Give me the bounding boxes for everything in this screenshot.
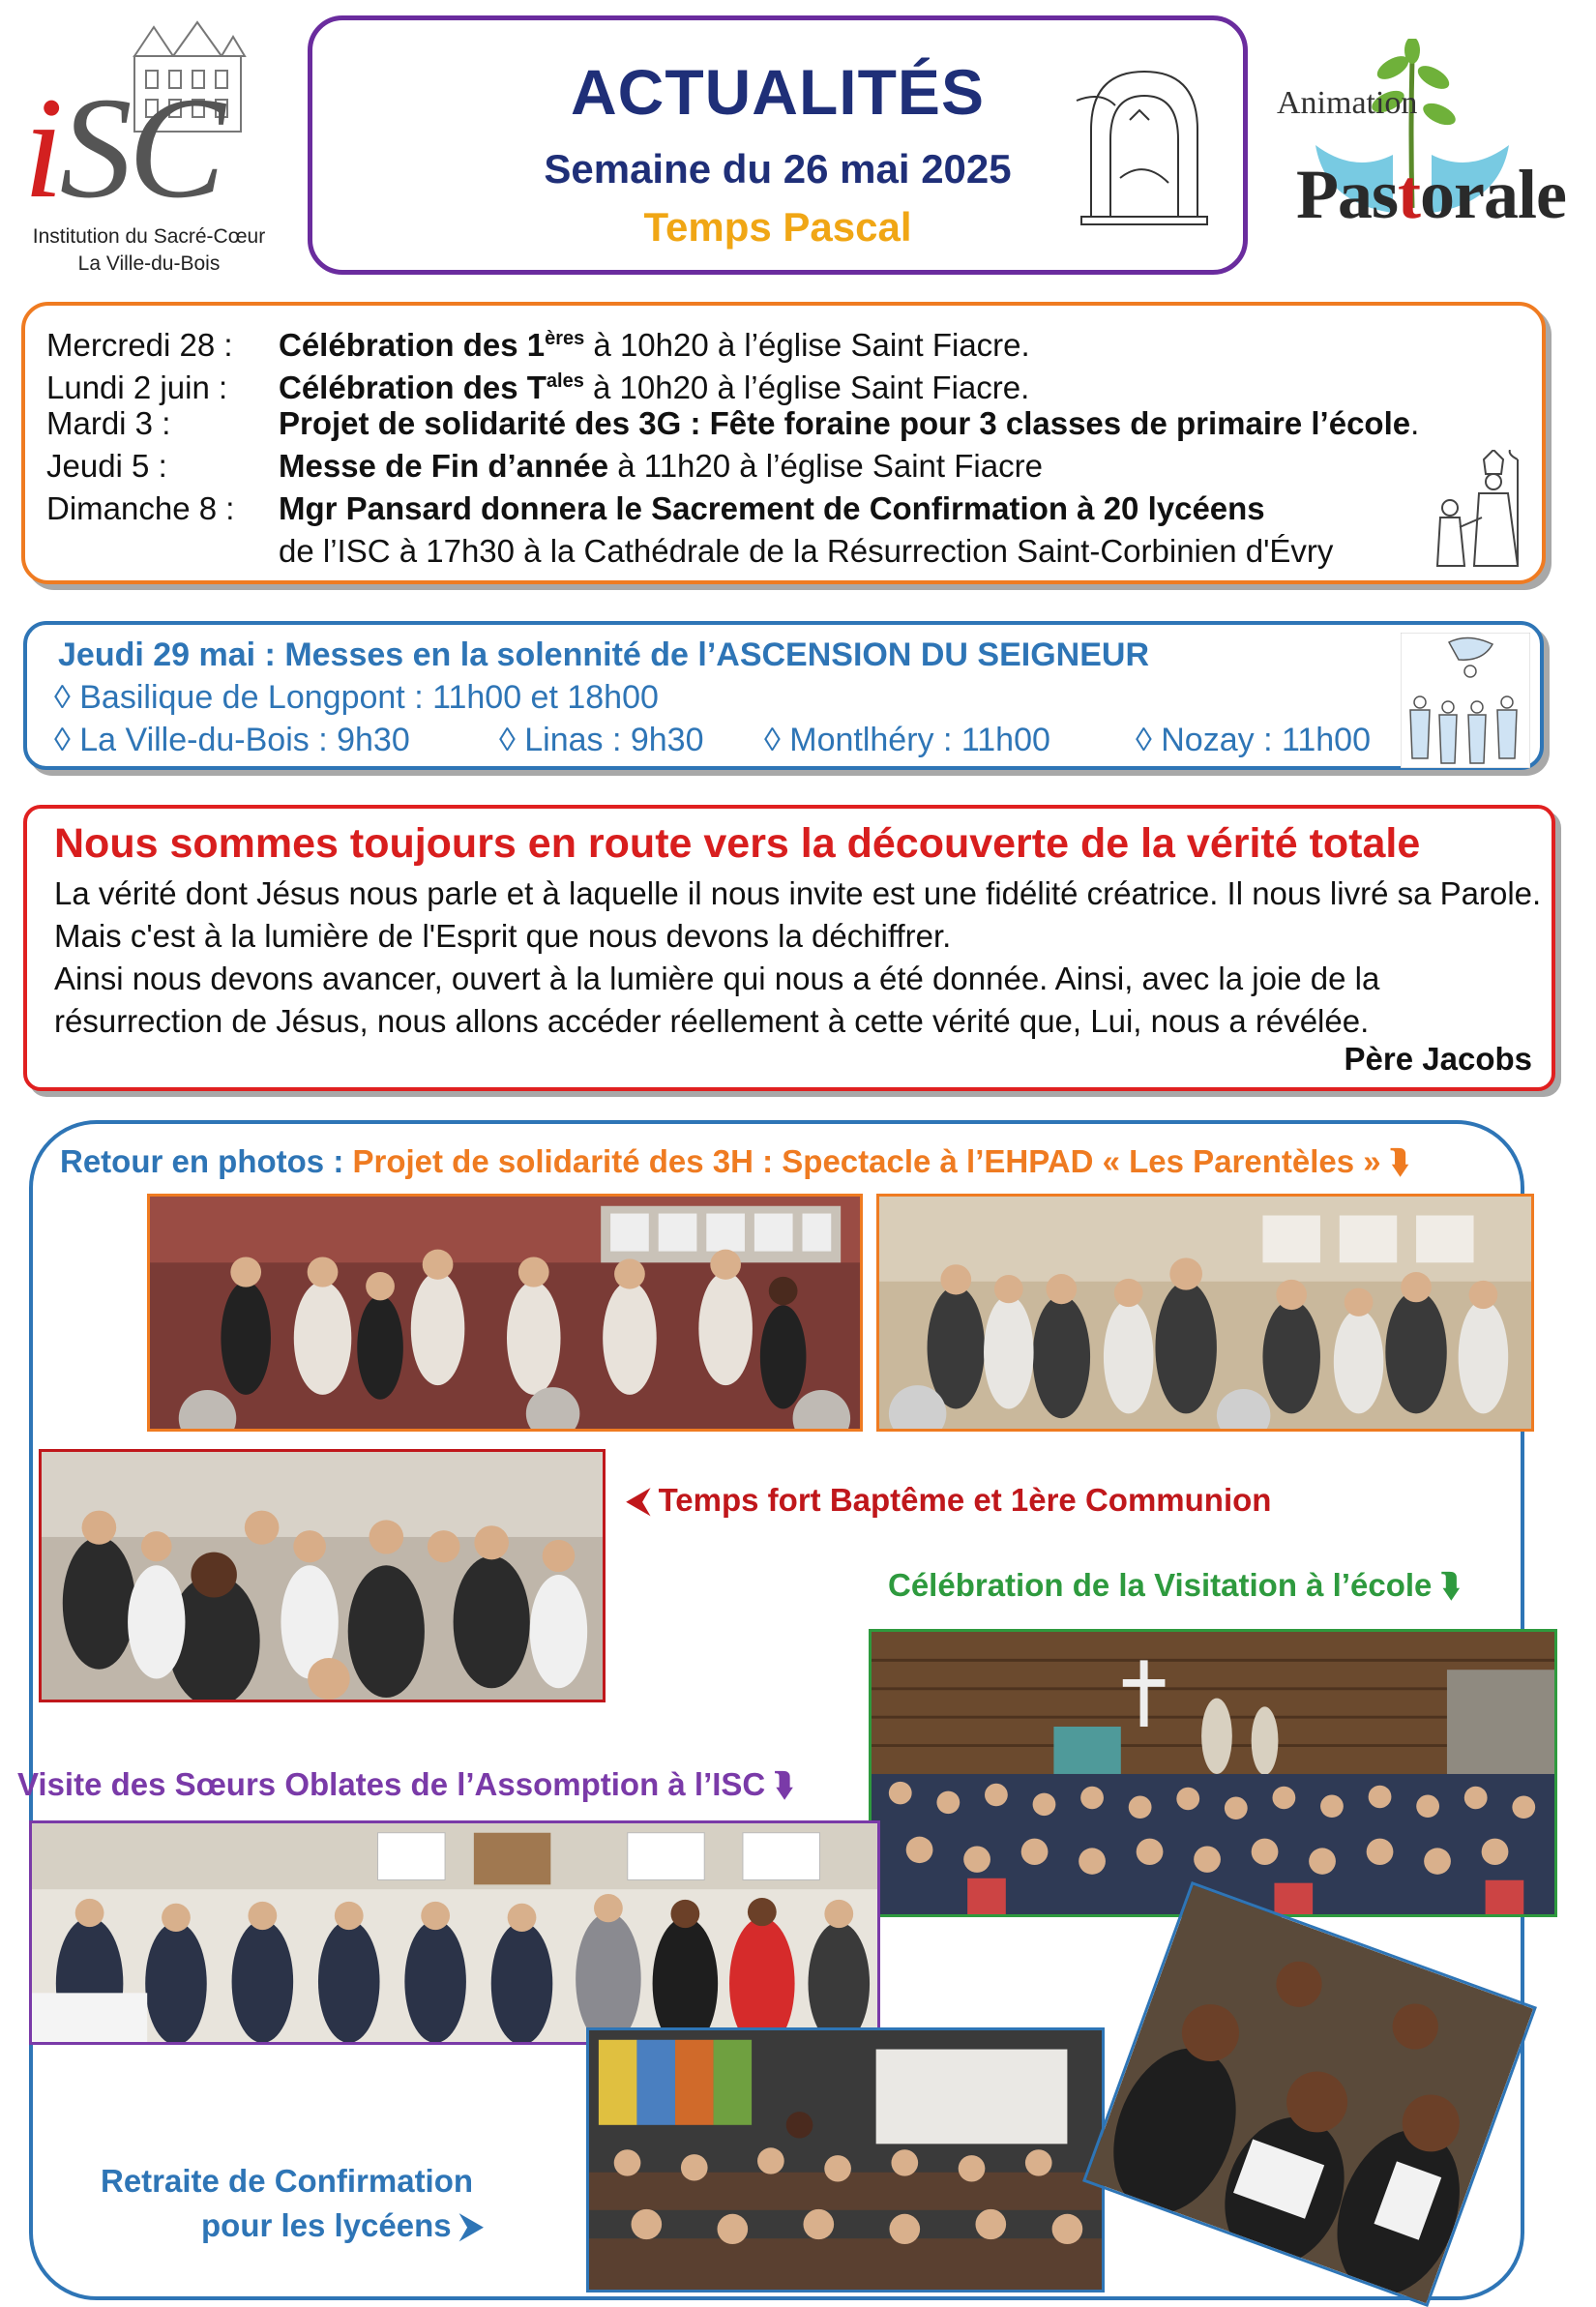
ascension-longpont: ◊ Basilique de Longpont : 11h00 et 18h00 bbox=[54, 679, 659, 716]
logo-pas: Pas bbox=[1296, 156, 1398, 233]
animation-pastorale-logo bbox=[1267, 39, 1566, 251]
page-title: ACTUALITÉS bbox=[571, 56, 985, 128]
agenda-row bbox=[46, 445, 1043, 488]
quote-paragraph-1: La vérité dont Jésus nous parle et à laquelle il nous invite est une fidélité créatrice. Il nous livré sa Parole. Mais c'est à la lumière de l'Esprit que nous devons la déchiffrer. bbox=[54, 875, 1542, 954]
soeurs-caption: Visite des Sœurs Oblates de l’Assomption à l’ISC ⮯ bbox=[17, 1766, 794, 1802]
ascension-place: ◊ Linas : 9h30 bbox=[499, 722, 704, 758]
ehpad-photo-2 bbox=[876, 1194, 1534, 1432]
agenda-day: Lundi 2 juin : bbox=[46, 370, 228, 405]
visitation-photo bbox=[869, 1629, 1557, 1917]
agenda-event: Célébration des 1 bbox=[279, 327, 546, 363]
agenda-details: à 10h20 à l’église Saint Fiacre. bbox=[584, 327, 1030, 363]
agenda-day: Mardi 3 : bbox=[46, 405, 171, 441]
isc-logo bbox=[14, 17, 304, 275]
agenda-day: Jeudi 5 : bbox=[46, 448, 167, 484]
retraite-photo-1 bbox=[586, 2027, 1105, 2292]
logo-orale: orale bbox=[1419, 156, 1566, 233]
bishop-sketch bbox=[1426, 450, 1532, 571]
agenda-details: à 10h20 à l’église Saint Fiacre. bbox=[583, 370, 1030, 405]
agenda-row bbox=[46, 530, 1333, 573]
agenda-day: Mercredi 28 : bbox=[46, 327, 233, 363]
ascension-place: ◊ Nozay : 11h00 bbox=[1136, 722, 1371, 758]
logo-letter-i: i bbox=[23, 68, 60, 228]
agenda-box bbox=[21, 302, 1546, 584]
logo-letters-sc: SC bbox=[59, 68, 222, 228]
empty-tomb-sketch bbox=[1072, 62, 1217, 226]
agenda-sup: ales bbox=[546, 370, 584, 392]
agenda-details: . bbox=[1410, 405, 1420, 441]
ascension-box bbox=[23, 621, 1544, 770]
ascension-heading: Jeudi 29 mai : Messes en la solennité de l’ASCENSION DU SEIGNEUR bbox=[58, 636, 1149, 673]
agenda-day: Dimanche 8 : bbox=[46, 490, 235, 526]
agenda-event: Projet de solidarité des 3G : Fête foraine pour 3 classes de primaire l’école bbox=[279, 405, 1411, 441]
retour-caption bbox=[60, 1143, 1408, 1181]
visitation-caption: Célébration de la Visitation à l’école ⮯ bbox=[888, 1567, 1461, 1603]
quote-signature: Père Jacobs bbox=[1344, 1041, 1532, 1077]
agenda-event: Mgr Pansard donnera le Sacrement de Confirmation à 20 lycéens bbox=[279, 490, 1265, 526]
ascension-place: ◊ Montlhéry : 11h00 bbox=[764, 722, 1050, 758]
ascension-sketch bbox=[1401, 633, 1530, 768]
bapteme-caption: ⮜ Temps fort Baptême et 1ère Communion bbox=[627, 1482, 1272, 1518]
logo-institution-name: Institution du Sacré-Cœur bbox=[32, 225, 266, 248]
ehpad-photo-1 bbox=[147, 1194, 863, 1432]
logo-cross-t: t bbox=[1398, 156, 1420, 233]
week-subtitle: Semaine du 26 mai 2025 bbox=[544, 146, 1012, 192]
arrow-down-icon: ⮯ bbox=[1389, 1143, 1409, 1179]
ascension-place: ◊ La Ville-du-Bois : 9h30 bbox=[54, 722, 410, 758]
soeurs-photo bbox=[29, 1820, 880, 2045]
agenda-details: de l’ISC à 17h30 à la Cathédrale de la Résurrection Saint-Corbinien d'Évry bbox=[279, 533, 1334, 569]
logo-town-name: La Ville-du-Bois bbox=[77, 252, 221, 275]
retour-label: Retour en photos : bbox=[60, 1143, 353, 1179]
quote-body bbox=[54, 873, 1544, 1043]
logo-animation-word: Animation bbox=[1277, 85, 1418, 121]
bapteme-photo bbox=[39, 1449, 606, 1702]
quote-title: Nous sommes toujours en route vers la découverte de la vérité totale bbox=[54, 820, 1421, 867]
retraite-caption-1: Retraite de Confirmation bbox=[101, 2163, 474, 2199]
quote-paragraph-2: Ainsi nous devons avancer, ouvert à la lumière qui nous a été donnée. Ainsi, avec la joie de la résurrection de Jésus, nous allons accéder réellement à cette vérité que, Lui, nous a révélée. bbox=[54, 961, 1380, 1039]
agenda-event: Messe de Fin d’année bbox=[279, 448, 609, 484]
retour-title: Projet de solidarité des 3H : Spectacle à l’EHPAD « Les Parentèles » bbox=[352, 1143, 1390, 1179]
quote-box bbox=[23, 805, 1555, 1091]
retraite-caption-2: pour les lycéens ⮞ bbox=[201, 2207, 484, 2243]
agenda-event: Célébration des T bbox=[279, 370, 547, 405]
agenda-row bbox=[46, 488, 1265, 530]
agenda-sup: ères bbox=[545, 328, 585, 349]
agenda-row bbox=[46, 402, 1419, 445]
liturgical-season: Temps Pascal bbox=[643, 204, 912, 250]
agenda-details: à 11h20 à l’église Saint Fiacre bbox=[608, 448, 1043, 484]
